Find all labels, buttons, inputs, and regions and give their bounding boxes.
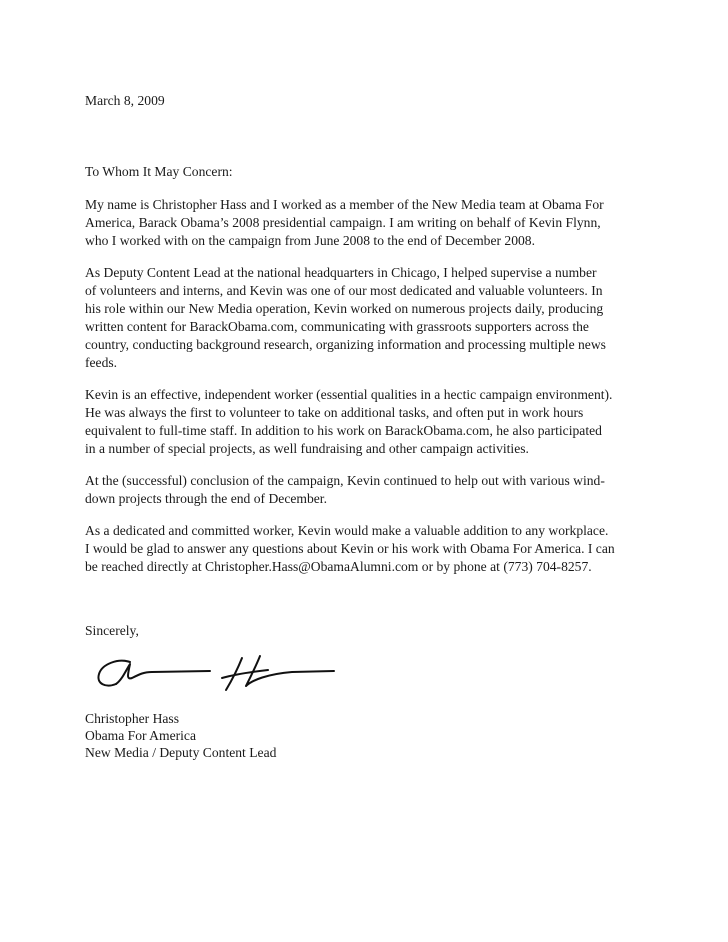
paragraph-2-line-3: his role within our New Media operation, Kevin worked on numerous projects daily, producing (85, 301, 604, 316)
paragraph-1-line-2: America, Barack Obama’s 2008 presidential campaign. I am writing on behalf of Kevin Flynn, (85, 215, 601, 230)
handwritten-signature (92, 654, 337, 694)
paragraph-2-line-5: country, conducting background research, organizing information and processing multiple news (85, 337, 606, 352)
signer-title: New Media / Deputy Content Lead (85, 745, 277, 760)
paragraph-1-line-1: My name is Christopher Hass and I worked as a member of the New Media team at Obama For (85, 197, 604, 212)
paragraph-5-line-2: I would be glad to answer any questions about Kevin or his work with Obama For America. I can (85, 541, 615, 556)
signer-name: Christopher Hass (85, 711, 180, 726)
letter-date: March 8, 2009 (85, 93, 165, 108)
paragraph-2-line-1: As Deputy Content Lead at the national headquarters in Chicago, I helped supervise a number (85, 265, 597, 280)
paragraph-3-line-4: in a number of special projects, as well fundraising and other campaign activities. (85, 441, 529, 456)
paragraph-3-line-1: Kevin is an effective, independent worker (essential qualities in a hectic campaign environment). (85, 387, 613, 402)
paragraph-5-line-1: As a dedicated and committed worker, Kevin would make a valuable addition to any workplace. (85, 523, 609, 538)
paragraph-1-line-3: who I worked with on the campaign from June 2008 to the end of December 2008. (85, 233, 535, 248)
paragraph-2-line-4: written content for BarackObama.com, communicating with grassroots supporters across the (85, 319, 589, 334)
signer-organization: Obama For America (85, 728, 196, 743)
paragraph-3-line-2: He was always the first to volunteer to take on additional tasks, and often put in work hours (85, 405, 584, 420)
letter-salutation: To Whom It May Concern: (85, 164, 233, 179)
paragraph-4-line-2: down projects through the end of December. (85, 491, 327, 506)
paragraph-3-line-3: equivalent to full-time staff. In addition to his work on BarackObama.com, he also participated (85, 423, 602, 438)
paragraph-5-line-3: be reached directly at Christopher.Hass@ObamaAlumni.com or by phone at (773) 704-8257. (85, 559, 592, 574)
paragraph-2-line-2: of volunteers and interns, and Kevin was one of our most dedicated and valuable volunteers. In (85, 283, 603, 298)
paragraph-2-line-6: feeds. (85, 355, 118, 370)
letter-closing: Sincerely, (85, 623, 139, 638)
paragraph-4-line-1: At the (successful) conclusion of the campaign, Kevin continued to help out with various wind- (85, 473, 605, 488)
